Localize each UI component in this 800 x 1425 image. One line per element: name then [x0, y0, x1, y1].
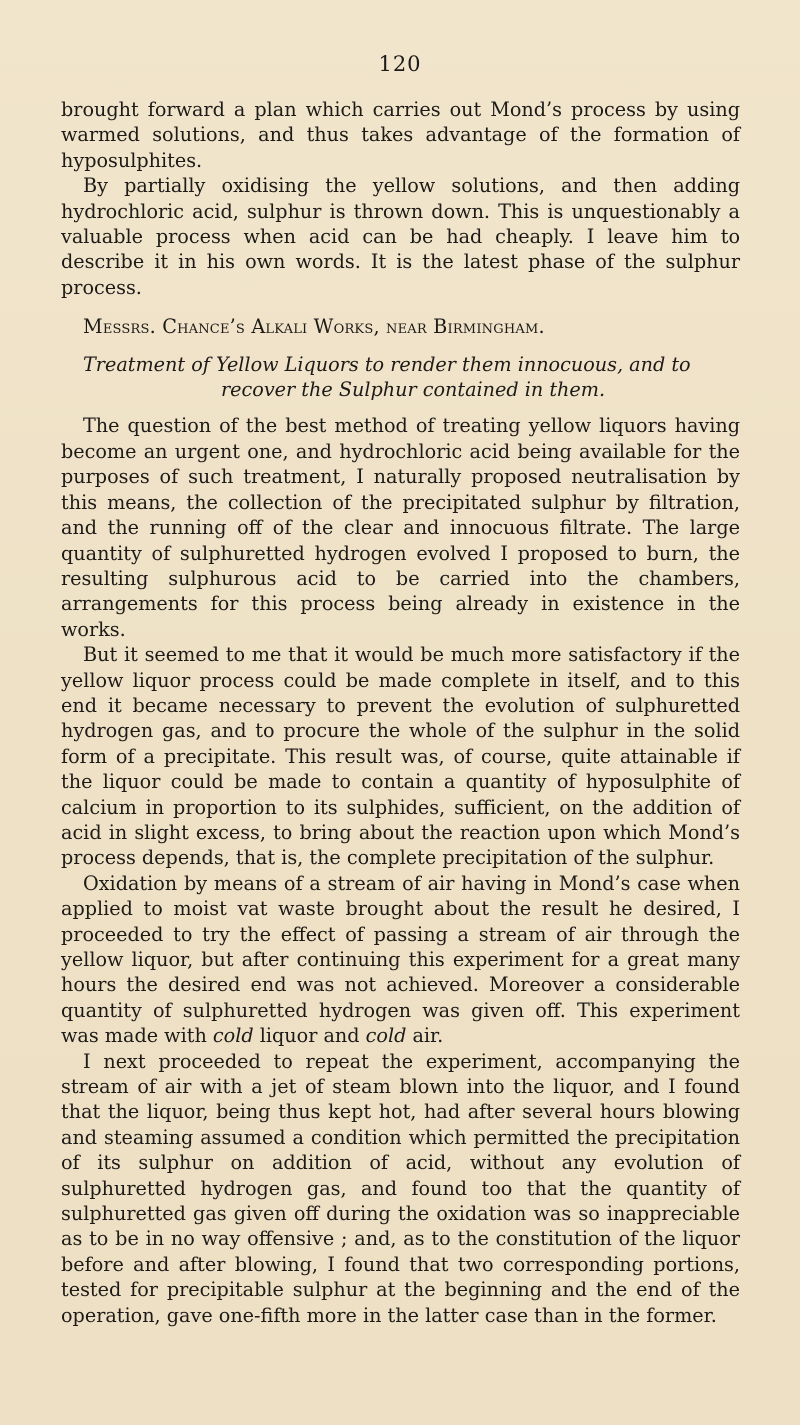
section-heading: Messrs. Chance’s Alkali Works, near Birmingham. — [83, 315, 545, 339]
emphasis-cold: cold — [365, 1024, 407, 1048]
paragraph-oxidising: By partially oxidising the yellow solutions, and then adding hydrochloric acid, sulphur is thrown down. This is unquestionably a valuable process when acid can be had cheaply. I leave him to describe it in his own words. It is the latest phase of the sulphur process. — [61, 174, 740, 299]
paragraph-continuation: brought forward a plan which carries out Mond’s process by using warmed solutions, and thus takes advantage of the formation of hyposulphites. — [61, 98, 740, 172]
paragraph-satisfactory: But it seemed to me that it would be much more satisfactory if the yellow liquor process could be made complete in itself, and to this end it became necessary to prevent the evolution of sulphuretted hydrogen gas, and to procure the whole of the sulphur in the solid form of a precipitate. This result was, of course, quite attainable if the liquor could be made to contain a quantity of hyposulphite of calcium in proportion to its sulphides, sufficient, on the addition of acid in slight excess, to bring about the reaction upon which Mond’s process depends, that is, the complete precipitation of the sulphur. — [61, 643, 740, 870]
section-subheading — [61, 352, 740, 403]
paragraph-text: Oxidation by means of a stream of air having in Mond’s case when applied to moist vat waste brought about the result he desired, I proceeded to try the effect of passing a stream of air through the yellow liquor, but after continuing this experiment for a great many hours the desired end was not achieved. Moreover a considerable quantity of sulphuretted hydrogen was given off. This experiment was made with — [61, 871, 740, 1048]
emphasis-cold: cold — [212, 1024, 254, 1048]
paragraph-question: The question of the best method of treating yellow liquors having become an urgent one, and hydrochloric acid being available for the purposes of such treatment, I naturally proposed neutralisation by this means, the collection of the precipitated sulphur by filtration, and the running off of the clear and innocuous filtrate. The large quantity of sulphuretted hydrogen evolved I proposed to burn, the resulting sulphurous acid to be carried into the chambers, arrangements for this process being already in existence in the works. — [61, 414, 740, 641]
subheading-line-2: recover the Sulphur contained in them. — [221, 378, 606, 402]
paragraph-text: liquor and — [253, 1024, 366, 1048]
paragraph-text: air. — [406, 1024, 444, 1048]
page-body — [61, 97, 740, 1328]
paragraph-steam-experiment: I next proceeded to repeat the experiment, accompanying the stream of air with a jet of steam blown into the liquor, and I found that the liquor, being thus kept hot, had after several hours blowing and steaming assumed a condition which permitted the precipitation of its sulphur on addition of acid, without any evolution of sulphuretted hydrogen gas, and found too that the quantity of sulphuretted gas given off during the oxidation was so inappreciable as to be in no way offensive ; and, as to the constitution of the liquor before and after blowing, I found that two corresponding portions, tested for precipitable sulphur at the beginning and the end of the operation, gave one-fifth more in the latter case than in the former. — [61, 1049, 740, 1327]
page-number: 120 — [378, 52, 422, 76]
paragraph-oxidation-experiment — [61, 871, 740, 1049]
subheading-line-1: Treatment of Yellow Liquors to render them innocuous, and to — [83, 352, 691, 376]
